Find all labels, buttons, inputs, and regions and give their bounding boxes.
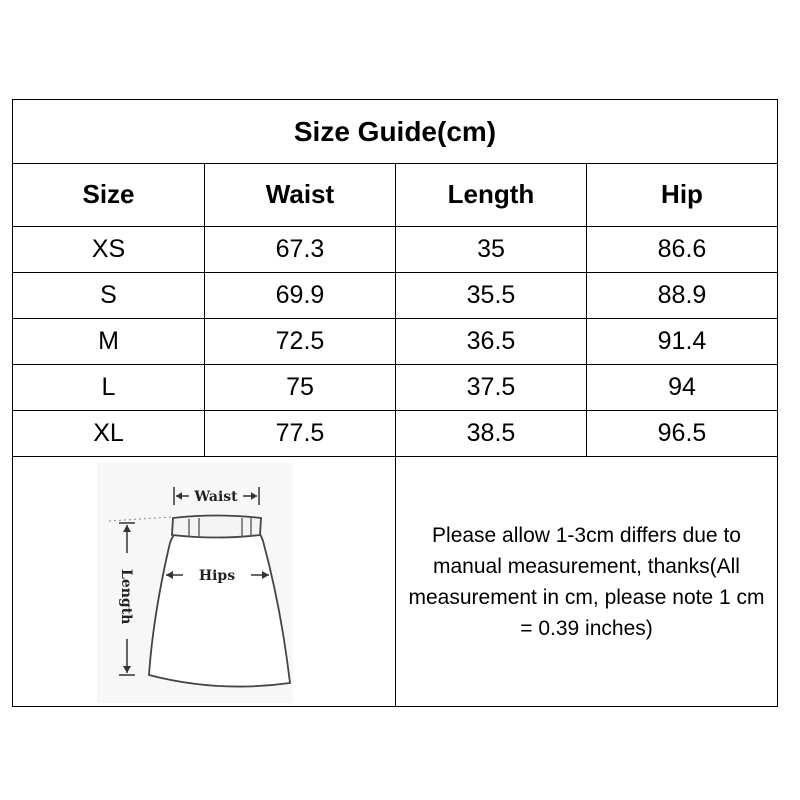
info-row [13,457,777,706]
header-waist: Waist [205,163,396,226]
size-cell: XS [13,227,205,272]
hip-cell: 96.5 [657,419,707,447]
table-row [13,227,777,273]
table-row [13,273,777,319]
table-row [13,411,777,457]
skirt-waistband [172,516,261,538]
length-label: Length [118,569,134,625]
table-title: Size Guide(cm) [13,100,777,164]
size-guide-table [12,99,778,707]
waist-cell: 75 [205,365,396,410]
waist-label: Waist [194,489,238,505]
size-cell: S [13,273,205,318]
header-length: Length [396,163,587,226]
table-row [13,319,777,365]
waist-cell: 72.5 [205,319,396,364]
length-cell: 36.5 [396,319,587,364]
table-row [13,365,777,411]
waist-cell: 77.5 [205,411,396,456]
hip-cell: 94 [668,373,696,401]
size-cell: L [13,365,205,410]
skirt-measurement-diagram [13,457,396,706]
measurement-note: Please allow 1-3cm differs due to manual measurement, thanks(All measurement in cm, please note 1 cm = 0.39 inches) [408,523,765,640]
hip-cell: 91.4 [657,327,707,355]
length-cell: 35.5 [396,273,587,318]
hip-cell: 86.6 [657,235,707,263]
header-hip: Hip [661,179,703,209]
size-cell: M [13,319,205,364]
length-cell: 37.5 [396,365,587,410]
skirt-diagram-cell [13,457,396,706]
length-cell: 38.5 [396,411,587,456]
header-size: Size [13,163,205,226]
header-row [13,163,777,227]
waist-cell: 69.9 [205,273,396,318]
hips-label: Hips [198,568,236,584]
hip-cell: 88.9 [657,281,707,309]
length-cell: 35 [396,227,587,272]
waist-cell: 67.3 [205,227,396,272]
size-cell: XL [13,411,205,456]
